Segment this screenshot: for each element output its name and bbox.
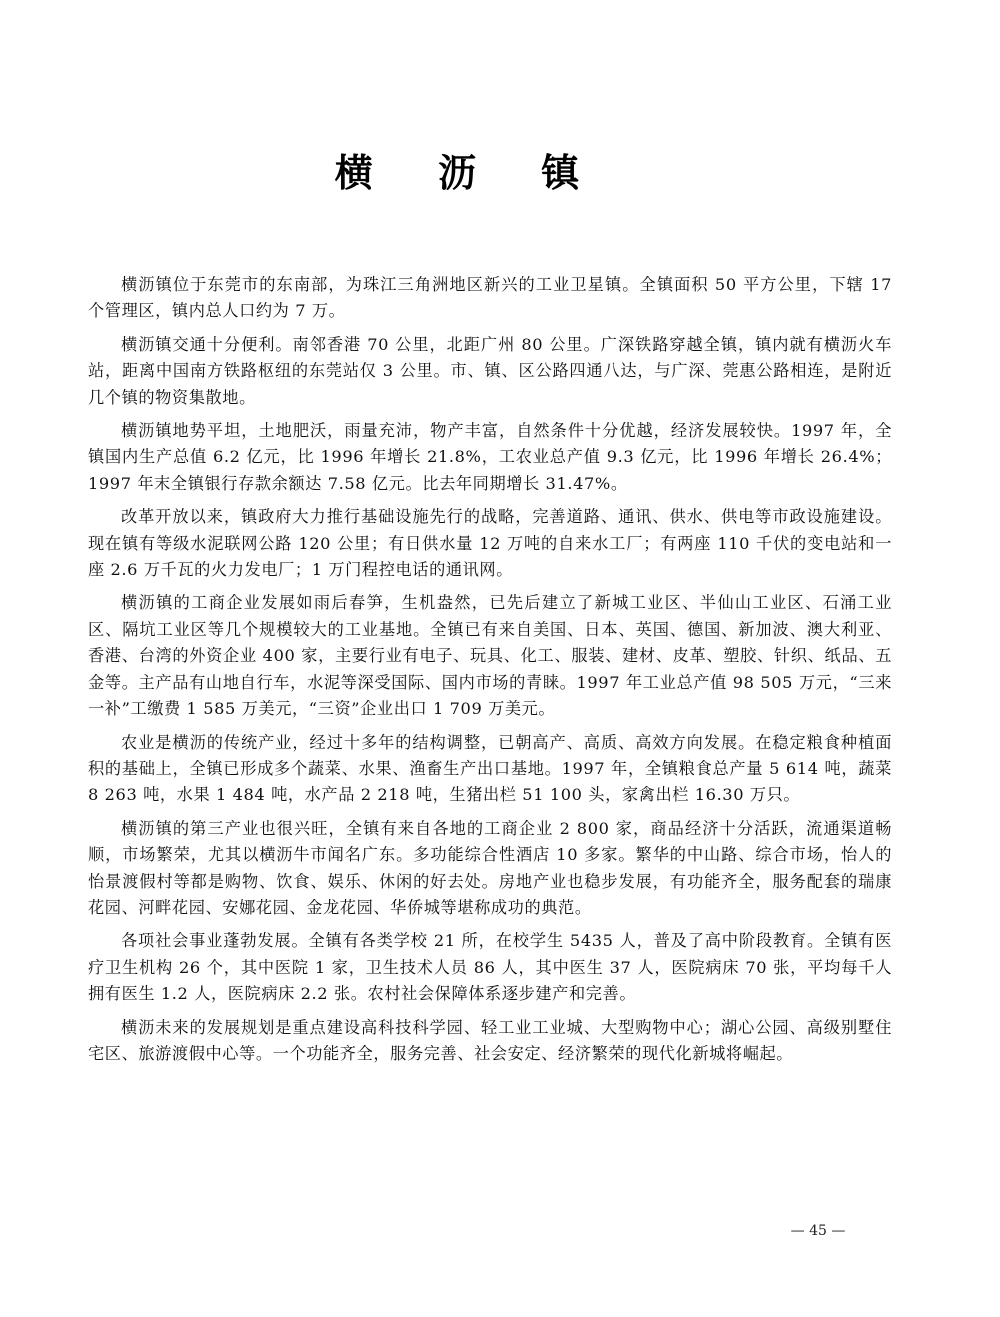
- paragraph-industry: 横沥镇的工商企业发展如雨后春笋，生机盎然，已先后建立了新城工业区、半仙山工业区、石涌工业区、隔坑工业区等几个规模较大的工业基地。全镇已有来自美国、日本、英国、德国、新加波、澳大利亚、香港、台湾的外资企业 400 家，主要行业有电子、玩具、化工、服装、建材、皮革、塑胶、针织、纸品、五金等。主产品有山地自行车，水泥等深受国际、国内市场的青睐。1997 年工业总产值 98 505 万元，“三来一补”工缴费 1 585 万美元，“三资”企业出口 1 709 万美元。: [88, 593, 892, 719]
- paragraph-location: 横沥镇位于东莞市的东南部，为珠江三角洲地区新兴的工业卫星镇。全镇面积 50 平方公里，下辖 17 个管理区，镇内总人口约为 7 万。: [88, 275, 892, 321]
- article-body: [88, 272, 892, 1074]
- paragraph-social-affairs: 各项社会事业蓬勃发展。全镇有各类学校 21 所，在校学生 5435 人，普及了高中阶段教育。全镇有医疗卫生机构 26 个，其中医院 1 家，卫生技术人员 86 人，其中医生 37 人，医院病床 70 张，平均每千人拥有医生 1.2 人，医院病床 2.2 张。农村社会保障体系逐步建产和完善。: [88, 931, 892, 1004]
- paragraph-future-plan: 横沥未来的发展规划是重点建设高科技科学园、轻工业工业城、大型购物中心；湖心公园、高级别墅住宅区、旅游渡假中心等。一个功能齐全，服务完善、社会安定、经济繁荣的现代化新城将崛起。: [88, 1017, 892, 1063]
- page-title: 横 沥 镇: [334, 151, 606, 195]
- paragraph-agriculture: 农业是横沥的传统产业，经过十多年的结构调整，已朝高产、高质、高效方向发展。在稳定粮食种植面积的基础上，全镇已形成多个蔬菜、水果、渔畜生产出口基地。1997 年，全镇粮食总产量 5 614 吨，蔬菜 8 263 吨，水果 1 484 吨，水产品 2 218 吨，生猪出栏 51 100 头，家禽出栏 16.30 万只。: [88, 732, 892, 805]
- paragraph-transport: 横沥镇交通十分便利。南邻香港 70 公里，北距广州 80 公里。广深铁路穿越全镇，镇内就有横沥火车站，距离中国南方铁路枢纽的东莞站仅 3 公里。市、镇、区公路四通八达，与广深、莞惠公路相连，是附近几个镇的物资集散地。: [88, 334, 892, 407]
- paragraph-economy: 横沥镇地势平坦，土地肥沃，雨量充沛，物产丰富，自然条件十分优越，经济发展较快。1997 年，全镇国内生产总值 6.2 亿元，比 1996 年增长 21.8%，工农业总产值 9.3 亿元，比 1996 年增长 26.4%；1997 年末全镇银行存款余额达 7.58 亿元。比去年同期增长 31.47%。: [88, 421, 892, 493]
- paragraph-infrastructure: 改革开放以来，镇政府大力推行基础设施先行的战略，完善道路、通讯、供水、供电等市政设施建设。现在镇有等级水泥联网公路 120 公里；有日供水量 12 万吨的自来水工厂；有两座 110 千伏的变电站和一座 2.6 万千瓦的火力发电厂；1 万门程控电话的通讯网。: [88, 507, 892, 580]
- page-number: — 45 —: [790, 1223, 846, 1239]
- paragraph-tertiary-sector: 横沥镇的第三产业也很兴旺，全镇有来自各地的工商企业 2 800 家，商品经济十分活跃，流通渠道畅顺，市场繁荣，尤其以横沥牛市闻名广东。多功能综合性酒店 10 多家。繁华的中山路、综合市场，怡人的怡景渡假村等都是购物、饮食、娱乐、休闲的好去处。房地产业也稳步发展，有功能齐全，服务配套的瑞康花园、河畔花园、安娜花园、金龙花园、华侨城等堪称成功的典范。: [88, 818, 892, 917]
